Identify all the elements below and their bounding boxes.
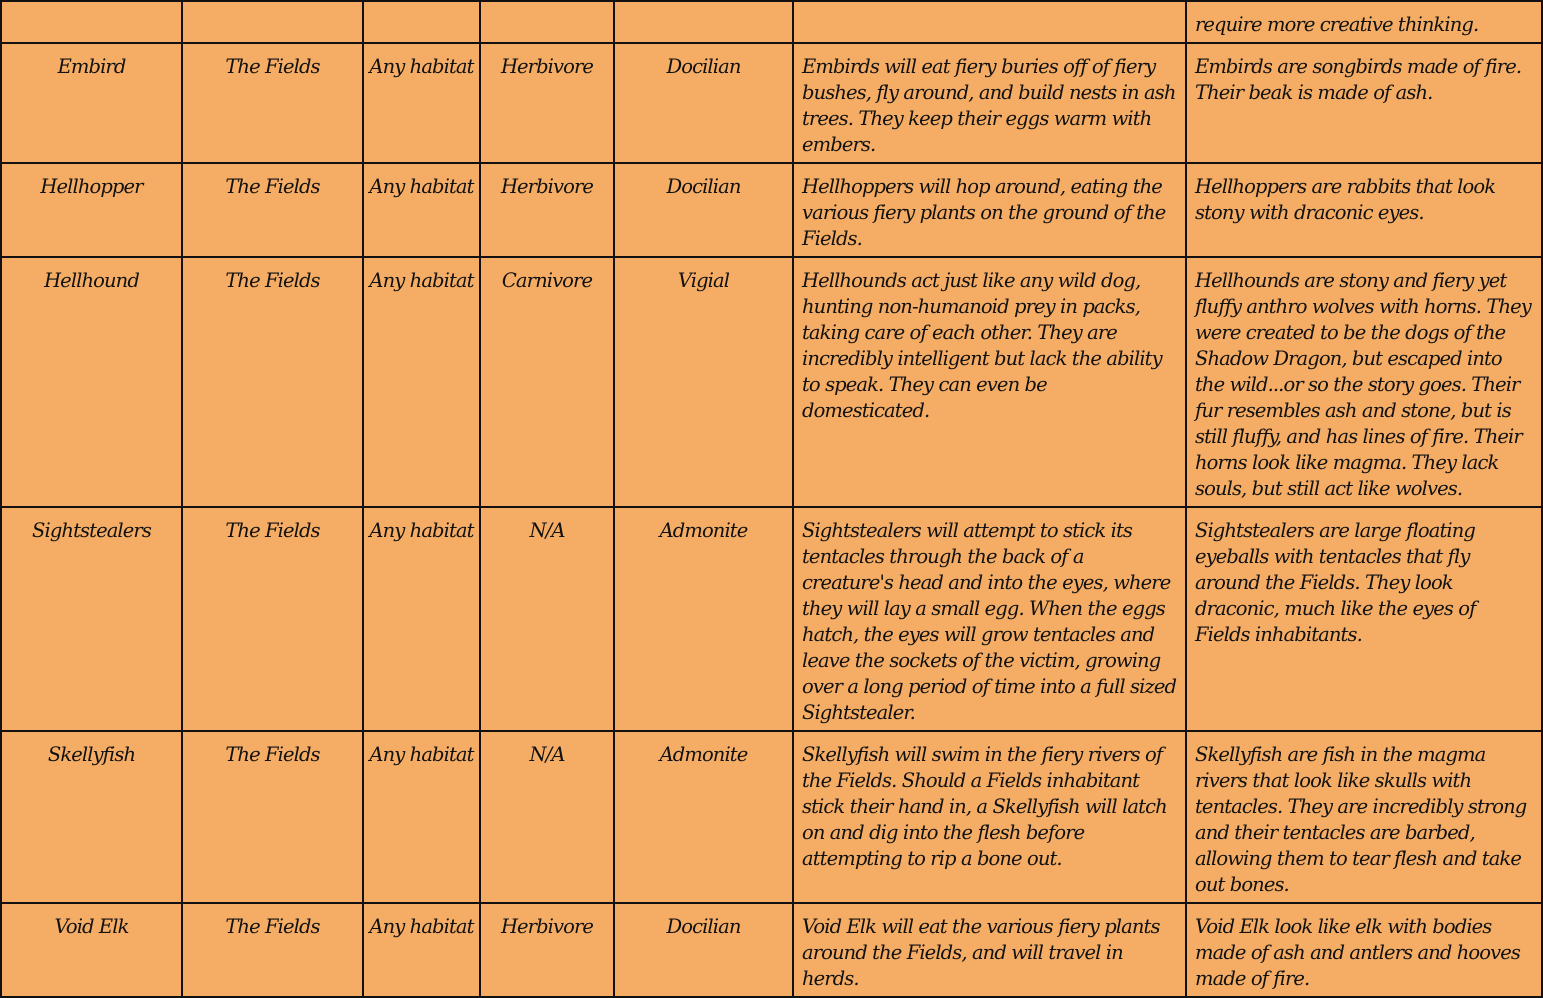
habitat-cell: Any habitat <box>363 163 480 257</box>
name-cell: Hellhopper <box>1 163 182 257</box>
behavior-cell: Void Elk will eat the various fiery plants around the Fields, and will travel in herds. <box>793 903 1186 997</box>
behavior-cell <box>793 1 1186 43</box>
appearance-cell: Skellyfish are fish in the magma rivers that look like skulls with tentacles. They are incredibly strong and their tentacles are barbed, allowing them to tear flesh and take out bones. <box>1186 731 1542 903</box>
temperament-cell <box>614 1 793 43</box>
partial-table-row <box>1 1 1542 43</box>
appearance-cell: Embirds are songbirds made of fire. Their beak is made of ash. <box>1186 43 1542 163</box>
behavior-cell: Hellhounds act just like any wild dog, hunting non-humanoid prey in packs, taking care of each other. They are incredibly intelligent but lack the ability to speak. They can even be domesticated. <box>793 257 1186 507</box>
name-cell: Embird <box>1 43 182 163</box>
temperament-cell: Docilian <box>614 163 793 257</box>
diet-cell <box>480 1 614 43</box>
diet-cell: Herbivore <box>480 43 614 163</box>
location-cell <box>182 1 363 43</box>
habitat-cell: Any habitat <box>363 903 480 997</box>
table-row <box>1 257 1542 507</box>
appearance-cell: Hellhoppers are rabbits that look stony with draconic eyes. <box>1186 163 1542 257</box>
temperament-cell: Admonite <box>614 731 793 903</box>
habitat-cell: Any habitat <box>363 731 480 903</box>
location-cell: The Fields <box>182 507 363 731</box>
appearance-cell: Hellhounds are stony and fiery yet fluffy anthro wolves with horns. They were created to be the dogs of the Shadow Dragon, but escaped into the wild...or so the story goes. Their fur resembles ash and stone, but is still fluffy, and has lines of fire. Their horns look like magma. They lack souls, but still act like wolves. <box>1186 257 1542 507</box>
habitat-cell: Any habitat <box>363 507 480 731</box>
appearance-cell: Void Elk look like elk with bodies made of ash and antlers and hooves made of fire. <box>1186 903 1542 997</box>
location-cell: The Fields <box>182 903 363 997</box>
behavior-cell: Skellyfish will swim in the fiery rivers of the Fields. Should a Fields inhabitant stick their hand in, a Skellyfish will latch on and dig into the flesh before attempting to rip a bone out. <box>793 731 1186 903</box>
behavior-cell: Sightstealers will attempt to stick its tentacles through the back of a creature's head and into the eyes, where they will lay a small egg. When the eggs hatch, the eyes will grow tentacles and leave the sockets of the victim, growing over a long period of time into a full sized Sightstealer. <box>793 507 1186 731</box>
name-cell: Hellhound <box>1 257 182 507</box>
name-cell: Sightstealers <box>1 507 182 731</box>
diet-cell: Herbivore <box>480 903 614 997</box>
table-row <box>1 163 1542 257</box>
temperament-cell: Docilian <box>614 903 793 997</box>
behavior-cell: Embirds will eat fiery buries off of fiery bushes, fly around, and build nests in ash trees. They keep their eggs warm with embers. <box>793 43 1186 163</box>
habitat-cell <box>363 1 480 43</box>
table-row <box>1 43 1542 163</box>
table-row <box>1 507 1542 731</box>
diet-cell: N/A <box>480 507 614 731</box>
name-cell: Void Elk <box>1 903 182 997</box>
appearance-cell: Sightstealers are large floating eyeballs with tentacles that fly around the Fields. They look draconic, much like the eyes of Fields inhabitants. <box>1186 507 1542 731</box>
habitat-cell: Any habitat <box>363 43 480 163</box>
location-cell: The Fields <box>182 43 363 163</box>
name-cell <box>1 1 182 43</box>
temperament-cell: Admonite <box>614 507 793 731</box>
appearance-cell: require more creative thinking. <box>1186 1 1542 43</box>
location-cell: The Fields <box>182 731 363 903</box>
table-row <box>1 731 1542 903</box>
table-row <box>1 903 1542 997</box>
diet-cell: Carnivore <box>480 257 614 507</box>
habitat-cell: Any habitat <box>363 257 480 507</box>
diet-cell: Herbivore <box>480 163 614 257</box>
behavior-cell: Hellhoppers will hop around, eating the various fiery plants on the ground of the Fields. <box>793 163 1186 257</box>
location-cell: The Fields <box>182 163 363 257</box>
diet-cell: N/A <box>480 731 614 903</box>
temperament-cell: Docilian <box>614 43 793 163</box>
name-cell: Skellyfish <box>1 731 182 903</box>
temperament-cell: Vigial <box>614 257 793 507</box>
location-cell: The Fields <box>182 257 363 507</box>
